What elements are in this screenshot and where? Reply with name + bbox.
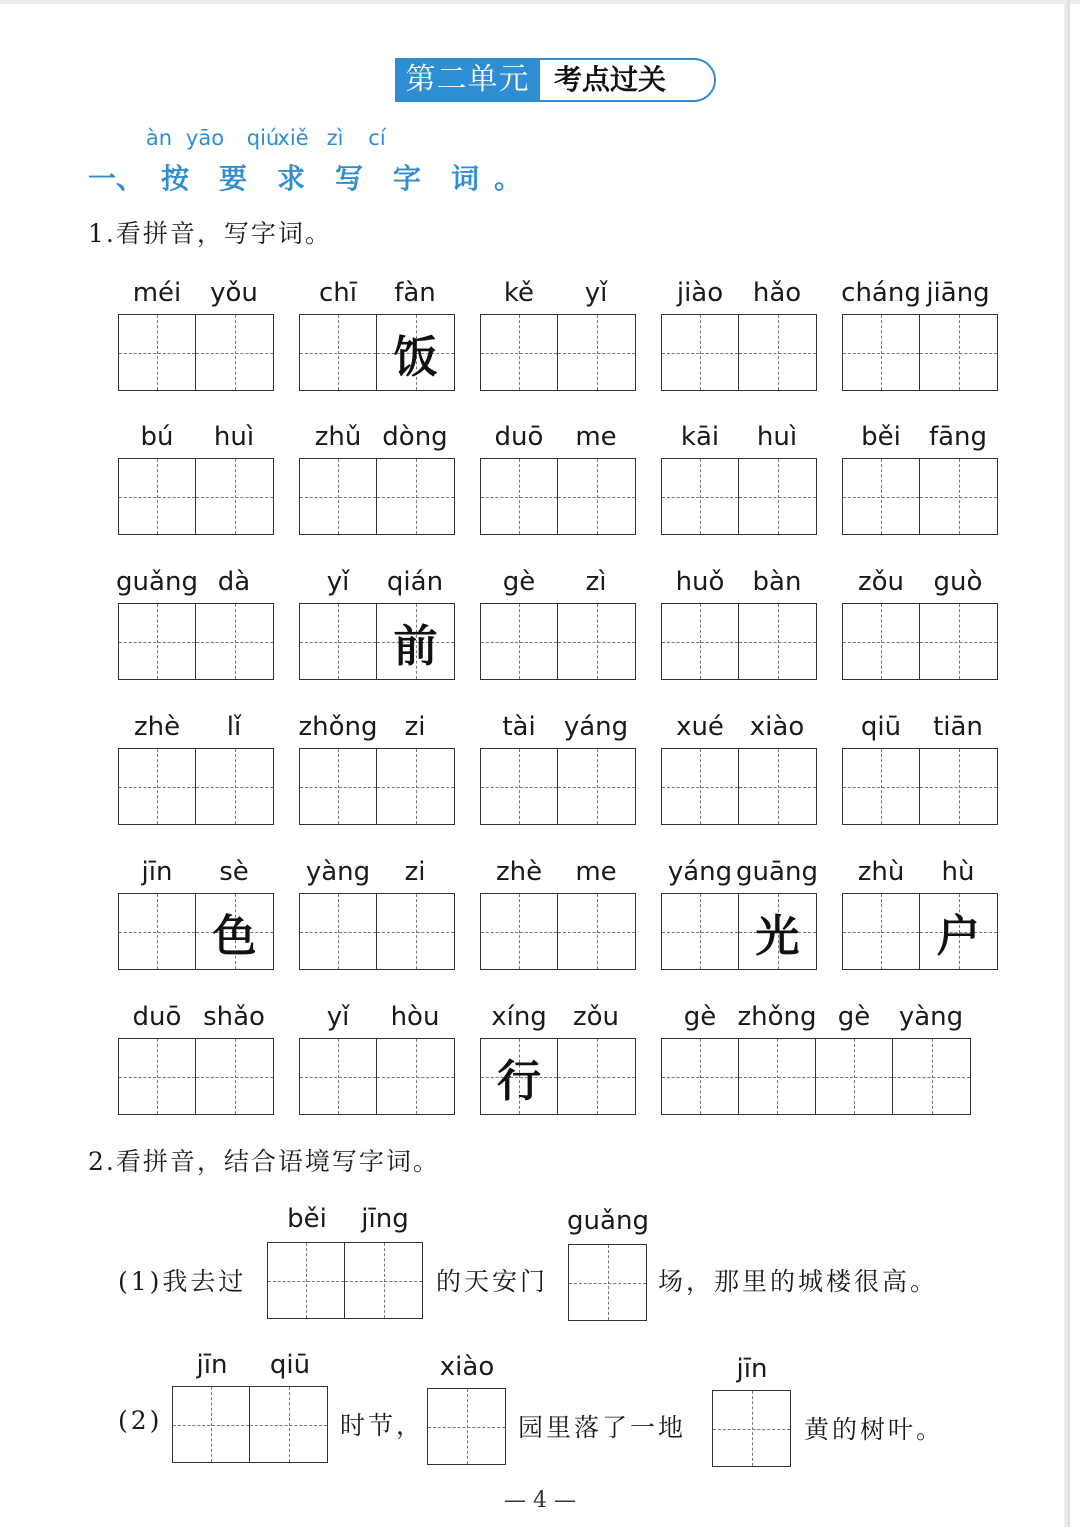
pinyin-syllable: chī [319, 278, 357, 308]
pinyin-syllable: yáng [667, 857, 733, 887]
writing-cell[interactable] [119, 459, 196, 534]
topic-label: 考点过关 [540, 58, 716, 102]
unit-banner [395, 58, 716, 102]
pinyin-syllable: cháng [841, 278, 921, 308]
section-title-char: 字 [392, 162, 421, 195]
page-number: — 4 — [504, 1488, 576, 1513]
writing-cell[interactable] [662, 459, 739, 534]
writing-cell[interactable] [920, 315, 997, 390]
pinyin-syllable: xíng [491, 1002, 547, 1032]
pinyin-syllable: gè [683, 1002, 717, 1032]
pinyin-syllable: me [575, 422, 617, 452]
sentence2-mid2: 园里落了一地 [518, 1413, 687, 1442]
section-prefix: 一、 [88, 162, 145, 195]
writing-cell[interactable] [196, 749, 273, 824]
writing-cell[interactable] [713, 1391, 790, 1466]
sentence1-label: (1)我去过 [118, 1267, 247, 1296]
given-character: 户 [936, 910, 981, 962]
writing-cell[interactable] [377, 749, 454, 824]
writing-cell[interactable] [662, 894, 739, 969]
pinyin-syllable: duō [132, 1002, 182, 1032]
writing-cell[interactable] [662, 1039, 739, 1114]
blank-pinyin: qiū [269, 1350, 311, 1380]
pinyin-syllable: tiān [933, 712, 983, 742]
pinyin-syllable: dòng [382, 422, 448, 452]
page-top-edge [0, 0, 1080, 4]
writing-cell[interactable] [481, 894, 558, 969]
pinyin-syllable: běi [861, 422, 901, 452]
writing-cell[interactable] [920, 604, 997, 679]
blank-pinyin: jīn [736, 1354, 768, 1384]
writing-cell[interactable] [481, 749, 558, 824]
pinyin-syllable: sè [219, 857, 249, 887]
section-pinyin-syllable: zì [326, 126, 344, 150]
section-title-period: 。 [494, 162, 523, 195]
writing-cell[interactable] [196, 894, 273, 969]
blank-pinyin: jīn [196, 1350, 228, 1380]
writing-cell[interactable] [739, 459, 816, 534]
pinyin-syllable: zǒu [857, 567, 905, 597]
writing-cell[interactable] [662, 315, 739, 390]
writing-cell[interactable] [558, 1039, 635, 1114]
section-pinyin-syllable: qiú [246, 126, 280, 150]
writing-cell[interactable] [739, 894, 816, 969]
writing-cell[interactable] [196, 315, 273, 390]
writing-cell[interactable] [428, 1389, 505, 1464]
pinyin-syllable: bú [140, 422, 174, 452]
pinyin-syllable: hòu [390, 1002, 440, 1032]
pinyin-syllable: zǒu [572, 1002, 620, 1032]
writing-cell[interactable] [481, 604, 558, 679]
pinyin-syllable: zi [404, 712, 426, 742]
section-title-char: 写 [334, 162, 363, 195]
pinyin-syllable: gè [502, 567, 536, 597]
pinyin-syllable: bàn [752, 567, 802, 597]
writing-cell[interactable] [300, 894, 377, 969]
pinyin-syllable: yǐ [326, 567, 350, 597]
writing-cell[interactable] [662, 604, 739, 679]
pinyin-syllable: fàn [394, 278, 436, 308]
pinyin-syllable: guò [933, 567, 983, 597]
section-title-char: 要 [218, 162, 247, 195]
pinyin-syllable: zhù [857, 857, 905, 887]
pinyin-syllable: huì [756, 422, 798, 452]
pinyin-syllable: zi [404, 857, 426, 887]
pinyin-syllable: kě [503, 278, 535, 308]
writing-cell[interactable] [816, 1039, 893, 1114]
writing-cell[interactable] [843, 315, 920, 390]
pinyin-syllable: duō [494, 422, 544, 452]
writing-cell[interactable] [300, 749, 377, 824]
section-title-char: 求 [276, 162, 305, 195]
writing-cell[interactable] [173, 1387, 250, 1462]
writing-cell[interactable] [345, 1243, 422, 1318]
section-title-char: 词 [450, 162, 479, 195]
pinyin-syllable: lǐ [226, 712, 242, 742]
writing-cell[interactable] [920, 459, 997, 534]
writing-cell[interactable] [920, 894, 997, 969]
pinyin-syllable: xiào [749, 712, 805, 742]
writing-cell[interactable] [300, 459, 377, 534]
pinyin-syllable: yǒu [210, 278, 258, 308]
writing-cell[interactable] [481, 459, 558, 534]
writing-cell[interactable] [119, 1039, 196, 1114]
writing-cell[interactable] [377, 1039, 454, 1114]
pinyin-syllable: zì [585, 567, 607, 597]
pinyin-syllable: jiào [676, 278, 724, 308]
section-pinyin-syllable: àn [145, 126, 173, 150]
sentence2-label: (2) [118, 1406, 163, 1435]
writing-cell[interactable] [250, 1387, 327, 1462]
pinyin-syllable: huǒ [675, 567, 725, 597]
pinyin-syllable: jiāng [926, 278, 990, 308]
pinyin-syllable: yǐ [326, 1002, 350, 1032]
part2-title: 2.看拼音，结合语境写字词。 [88, 1147, 440, 1176]
pinyin-syllable: fāng [928, 422, 988, 452]
pinyin-syllable: huì [213, 422, 255, 452]
pinyin-syllable: hǎo [752, 278, 802, 308]
pinyin-syllable: tài [502, 712, 536, 742]
sentence1-mid: 的天安门 [436, 1267, 549, 1296]
pinyin-syllable: jīn [141, 857, 173, 887]
writing-cell[interactable] [558, 749, 635, 824]
pinyin-syllable: méi [132, 278, 182, 308]
pinyin-syllable: yǐ [584, 278, 608, 308]
pinyin-syllable: gè [837, 1002, 871, 1032]
writing-cell[interactable] [196, 459, 273, 534]
pinyin-syllable: kāi [680, 422, 720, 452]
blank-pinyin: běi [287, 1204, 327, 1234]
writing-cell[interactable] [377, 459, 454, 534]
section-title-char: 按 [160, 162, 189, 195]
blank-pinyin: jīng [361, 1204, 409, 1234]
given-character: 前 [393, 620, 438, 672]
section-pinyin-syllable: cí [368, 126, 386, 150]
pinyin-syllable: zhè [495, 857, 543, 887]
sentence2-end: 黄的树叶。 [804, 1415, 945, 1444]
pinyin-syllable: yàng [898, 1002, 964, 1032]
blank-pinyin: xiào [439, 1352, 495, 1382]
writing-cell[interactable] [739, 315, 816, 390]
writing-cell[interactable] [377, 604, 454, 679]
blank-pinyin: guǎng [567, 1206, 649, 1236]
pinyin-syllable: me [575, 857, 617, 887]
pinyin-syllable: guǎng [116, 567, 198, 597]
writing-cell[interactable] [920, 749, 997, 824]
pinyin-syllable: zhè [133, 712, 181, 742]
given-character: 饭 [393, 331, 438, 383]
pinyin-syllable: shǎo [203, 1002, 265, 1032]
writing-cell[interactable] [893, 1039, 970, 1114]
writing-cell[interactable] [739, 749, 816, 824]
writing-cell[interactable] [300, 604, 377, 679]
pinyin-syllable: zhǔ [314, 422, 362, 452]
writing-cell[interactable] [558, 894, 635, 969]
section-pinyin-syllable: yāo [185, 126, 225, 150]
writing-cell[interactable] [377, 894, 454, 969]
writing-cell[interactable] [119, 894, 196, 969]
pinyin-syllable: guāng [736, 857, 818, 887]
given-character: 光 [755, 910, 800, 962]
writing-cell[interactable] [558, 459, 635, 534]
sentence2-mid1: 时节， [340, 1411, 425, 1440]
pinyin-syllable: zhǒng [737, 1002, 817, 1032]
writing-cell[interactable] [481, 1039, 558, 1114]
pinyin-syllable: xué [676, 712, 724, 742]
pinyin-syllable: yàng [305, 857, 371, 887]
writing-cell[interactable] [843, 604, 920, 679]
section-title [88, 157, 522, 197]
pinyin-syllable: qián [386, 567, 444, 597]
pinyin-syllable: zhǒng [298, 712, 378, 742]
writing-cell[interactable] [558, 604, 635, 679]
writing-cell[interactable] [662, 749, 739, 824]
writing-cell[interactable] [268, 1243, 345, 1318]
sentence1-end: 场，那里的城楼很高。 [658, 1267, 939, 1296]
writing-cell[interactable] [843, 894, 920, 969]
writing-cell[interactable] [843, 749, 920, 824]
writing-cell[interactable] [481, 315, 558, 390]
pinyin-syllable: dà [217, 567, 251, 597]
pinyin-syllable: yáng [563, 712, 629, 742]
section-pinyin-syllable: xiě [277, 126, 309, 150]
writing-cell[interactable] [377, 315, 454, 390]
writing-cell[interactable] [739, 604, 816, 679]
given-character: 色 [212, 910, 257, 962]
writing-cell[interactable] [119, 315, 196, 390]
page-right-edge [1064, 0, 1070, 1527]
writing-cell[interactable] [843, 459, 920, 534]
given-character: 行 [497, 1055, 541, 1107]
pinyin-syllable: hù [941, 857, 975, 887]
writing-cell[interactable] [196, 1039, 273, 1114]
writing-cell[interactable] [300, 315, 377, 390]
writing-cell[interactable] [569, 1245, 646, 1320]
unit-label: 第二单元 [395, 58, 540, 102]
writing-cell[interactable] [558, 315, 635, 390]
writing-cell[interactable] [739, 1039, 816, 1114]
writing-cell[interactable] [119, 604, 196, 679]
writing-cell[interactable] [119, 749, 196, 824]
part1-title: 1.看拼音，写字词。 [88, 219, 332, 248]
writing-cell[interactable] [196, 604, 273, 679]
pinyin-syllable: qiū [860, 712, 902, 742]
writing-cell[interactable] [300, 1039, 377, 1114]
